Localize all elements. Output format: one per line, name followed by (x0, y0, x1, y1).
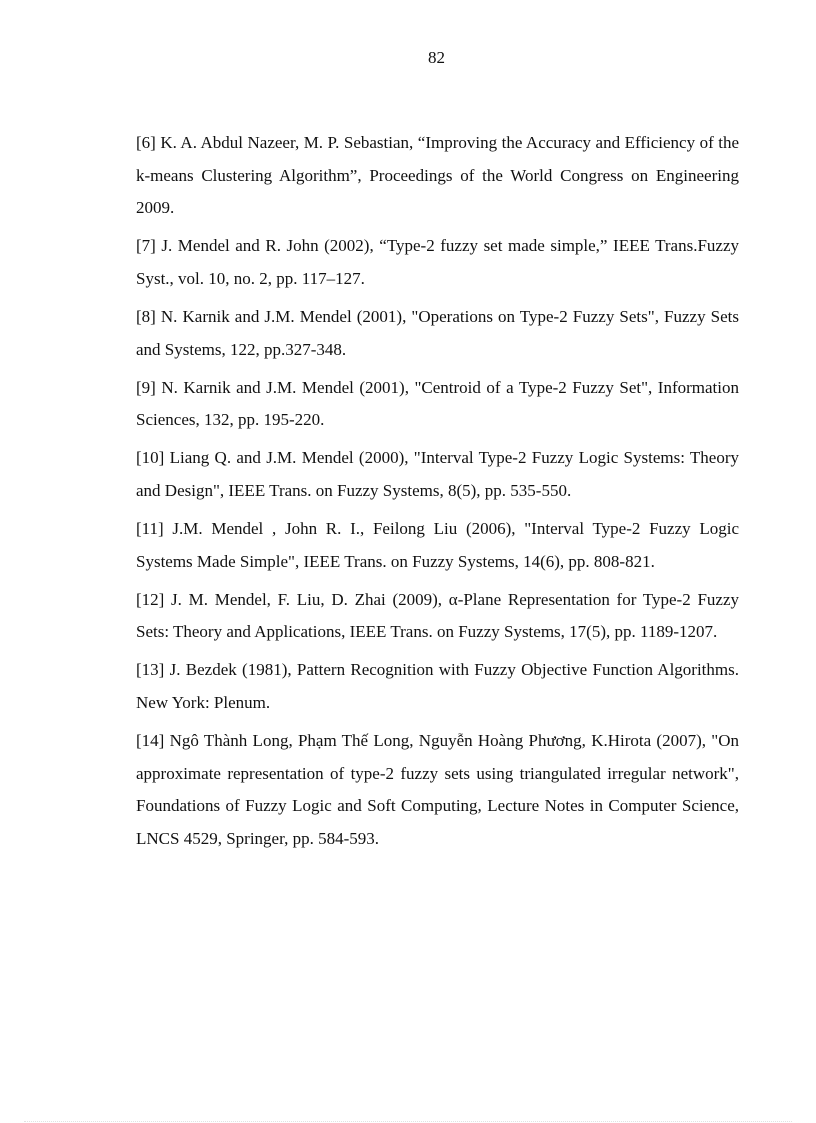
reference-item: [9] N. Karnik and J.M. Mendel (2001), "Centroid of a Type-2 Fuzzy Set", Information Sciences, 132, pp. 195-220. (136, 377, 739, 430)
reference-list (136, 127, 739, 861)
reference-item: [7] J. Mendel and R. John (2002), “Type-2 fuzzy set made simple,” IEEE Trans.Fuzzy Syst., vol. 10, no. 2, pp. 117–127. (136, 236, 739, 288)
reference-item: [6] K. A. Abdul Nazeer, M. P. Sebastian, “Improving the Accuracy and Efficiency of the k-means Clustering Algorithm”, Proceedings of the World Congress on Engineering 2009. (136, 133, 739, 218)
page-number: 82 (428, 48, 445, 67)
page-bottom-divider (24, 1121, 792, 1122)
reference-item: [10] Liang Q. and J.M. Mendel (2000), "Interval Type-2 Fuzzy Logic Systems: Theory and Design", IEEE Trans. on Fuzzy Systems, 8(5), pp. 535-550. (136, 448, 739, 500)
reference-item: [12] J. M. Mendel, F. Liu, D. Zhai (2009), α-Plane Representation for Type-2 Fuzzy Sets: Theory and Applications, IEEE Trans. on Fuzzy Systems, 17(5), pp. 1189-1207. (136, 589, 739, 642)
reference-item: [13] J. Bezdek (1981), Pattern Recognition with Fuzzy Objective Function Algorithms. New York: Plenum. (136, 660, 739, 712)
reference-item: [8] N. Karnik and J.M. Mendel (2001), "Operations on Type-2 Fuzzy Sets", Fuzzy Sets and Systems, 122, pp.327-348. (136, 306, 739, 359)
reference-item: [14] Ngô Thành Long, Phạm Thế Long, Nguyễn Hoàng Phương, K.Hirota (2007), "On approximate representation of type-2 fuzzy sets using triangulated irregular network", Foundations of Fuzzy Logic and Soft Computing, Lecture Notes in Computer Science, LNCS 4529, Springer, pp. 584-593. (136, 731, 739, 848)
reference-item: [11] J.M. Mendel , John R. I., Feilong Liu (2006), "Interval Type-2 Fuzzy Logic Systems Made Simple", IEEE Trans. on Fuzzy Systems, 14(6), pp. 808-821. (136, 519, 739, 571)
